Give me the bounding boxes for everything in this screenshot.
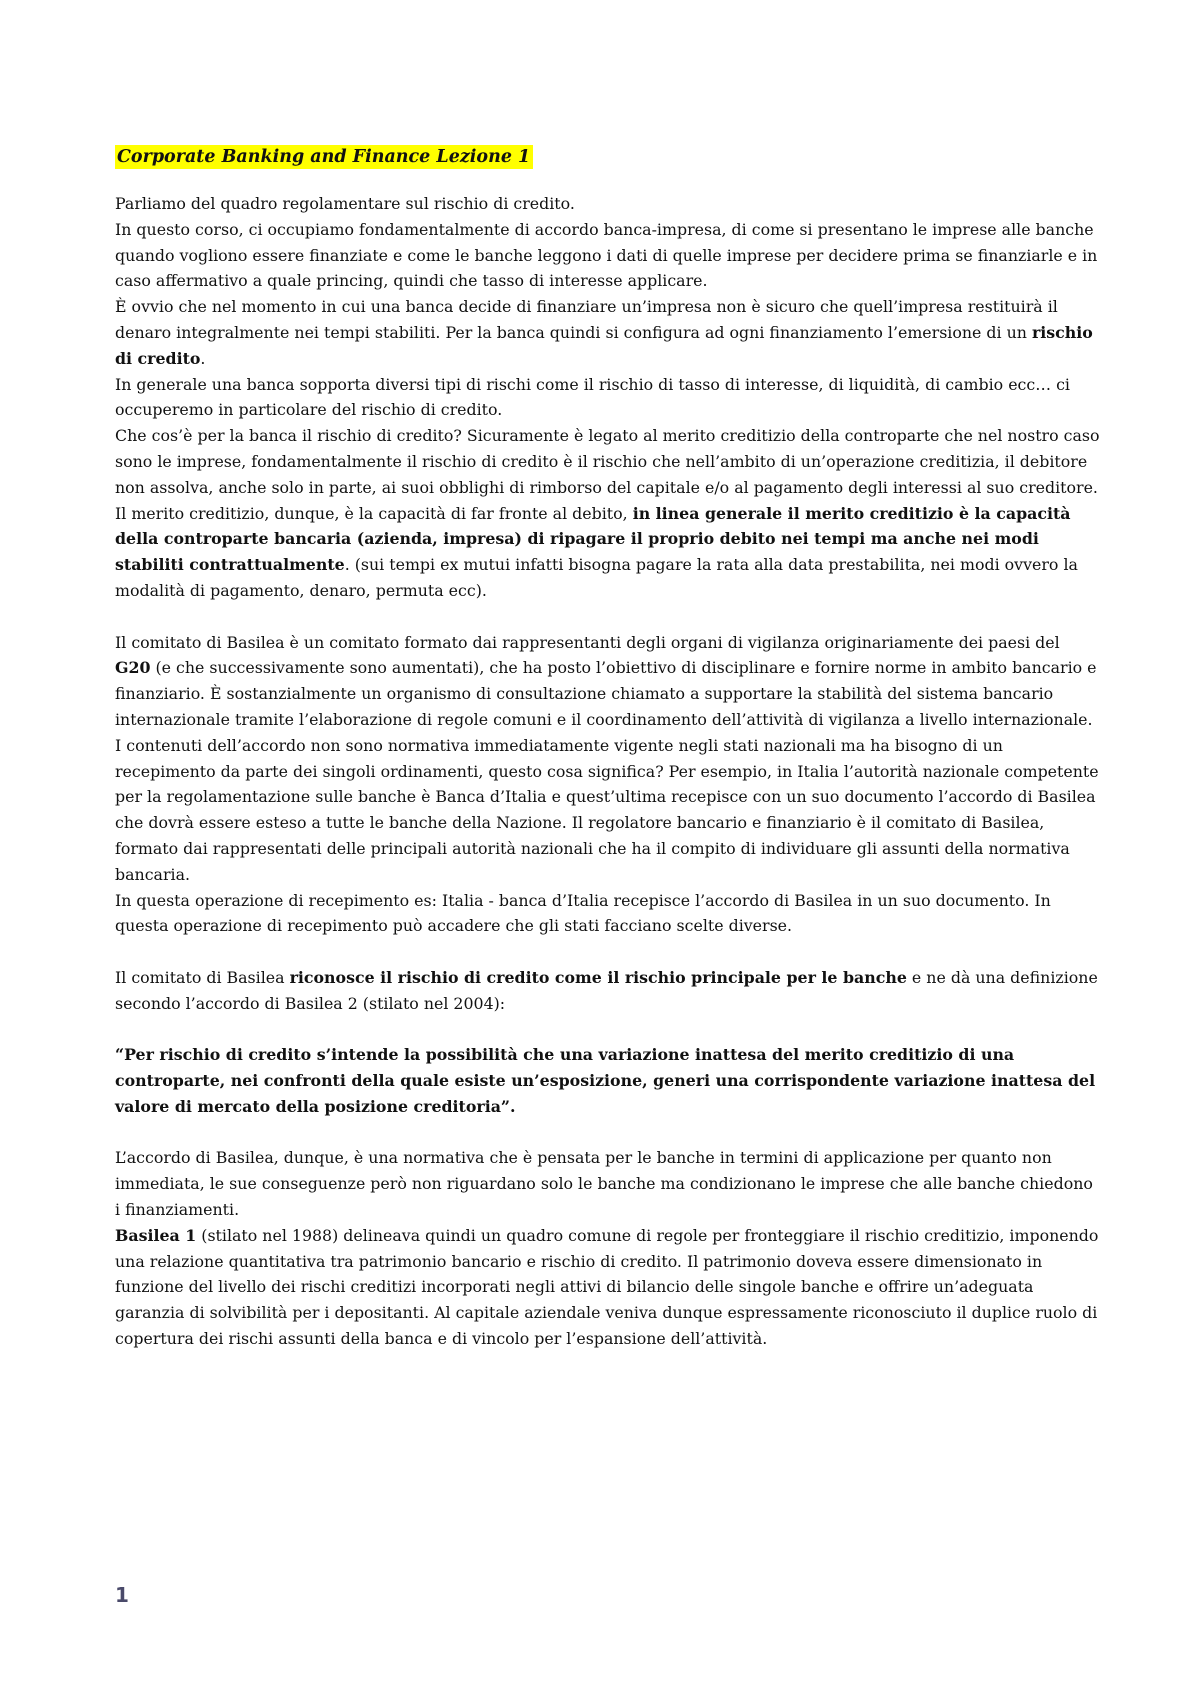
paragraph-spacer xyxy=(115,604,1100,630)
paragraph-course: In questo corso, ci occupiamo fondamentalmente di accordo banca-impresa, di come si presentano le imprese alle banche quando vogliono essere finanziate e come le banche leggono i dati di quelle imprese per decidere prima se finanziarle e in caso affermativo a quale princing, quindi che tasso di interesse applicare. xyxy=(115,219,1098,291)
page-number: 1 xyxy=(115,1583,129,1607)
bold-term-g20: G20 xyxy=(115,658,151,678)
paragraph-spacer xyxy=(115,1120,1100,1146)
text-run: . xyxy=(200,348,206,368)
document-page xyxy=(115,145,1100,1352)
paragraph-spacer xyxy=(115,1017,1100,1043)
paragraph-creditworthiness xyxy=(115,501,1100,604)
bold-creditworthiness-definition: in linea generale il merito creditizio è la capacità della controparte bancaria (azienda, impresa) di ripagare il proprio debito nei tempi ma anche nei modi stabiliti contrattualmente xyxy=(115,503,1071,575)
text-run: Il comitato di Basilea è un comitato formato dai rappresentanti degli organi di vigilanza originariamente dei paesi del xyxy=(115,632,1060,652)
paragraph-risk-emergence xyxy=(115,294,1100,371)
definition-quote: “Per rischio di credito s’intende la possibilità che una variazione inattesa del merito creditizio di una controparte, nei confronti della quale esiste un’esposizione, generi una corrispondente variazione inattesa del valore di mercato della posizione creditoria”. xyxy=(115,1045,1096,1116)
paragraph-transposition: In questa operazione di recepimento es: Italia - banca d’Italia recepisce l’accordo di Basilea in un suo documento. In questa operazione di recepimento può accadere che gli stati facciano scelte diverse. xyxy=(115,890,1051,936)
text-run: (stilato nel 1988) delineava quindi un quadro comune di regole per fronteggiare il rischio creditizio, imponendo una relazione quantitativa tra patrimonio bancario e rischio di credito. Il patrimonio doveva essere dimensionato in funzione del livello dei rischi creditizi incorporati negli attivi di bilancio delle singole banche e offrire un’adeguata garanzia di solvibilità per i depositanti. Al capitale aziendale veniva dunque espressamente riconosciuto il duplice ruolo di copertura dei rischi assunti della banca e di vincolo per l’espansione dell’attività. xyxy=(115,1225,1099,1349)
bold-term-credit-risk: rischio di credito xyxy=(115,322,1093,368)
text-run: . (sui tempi ex mutui infatti bisogna pagare la rata alla data prestabilita, nei modi ovvero la modalità di pagamento, denaro, permuta ecc). xyxy=(115,555,1078,600)
paragraph-intro: Parliamo del quadro regolamentare sul rischio di credito. xyxy=(115,194,575,213)
paragraph-risk-types: In generale una banca sopporta diversi tipi di rischi come il rischio di tasso di interesse, di liquidità, di cambio ecc… ci occuperemo in particolare del rischio di credito. xyxy=(115,374,1070,420)
paragraph-basel-accord: L’accordo di Basilea, dunque, è una normativa che è pensata per le banche in termini di applicazione per quanto non immediata, le sue conseguenze però non riguardano solo le banche ma condizionano le imprese che alle banche chiedono i finanziamenti. xyxy=(115,1148,1093,1220)
text-run: (e che successivamente sono aumentati), che ha posto l’obiettivo di disciplinare e fornire norme in ambito bancario e finanziario. È sostanzialmente un organismo di consultazione chiamato a supportare la stabilità del sistema bancario internazionale tramite l’elaborazione di regole comuni e il coordinamento dell’attività di vigilanza a livello internazionale. I contenuti dell’accordo non sono normativa immediatamente vigente negli stati nazionali ma ha bisogno di un recepimento da parte dei singoli ordinamenti, questo cosa significa? Per esempio, in Italia l’autorità nazionale competente per la regolamentazione sulle banche è Banca d’Italia e quest’ultima recepisce con un suo documento l’accordo di Basilea che dovrà essere esteso a tutte le banche della Nazione. Il regolatore bancario e finanziario è il comitato di Basilea, formato dai rappresentati delle principali autorità nazionali che ha il compito di individuare gli assunti della normativa bancaria. xyxy=(115,658,1099,884)
paragraph-spacer xyxy=(115,939,1100,965)
text-run: Il comitato di Basilea xyxy=(115,967,290,987)
text-run: È ovvio che nel momento in cui una banca decide di finanziare un’impresa non è sicuro che quell’impresa restituirà il denaro integralmente nei tempi stabiliti. Per la banca quindi si configura ad ogni finanziamento l’emersione di un xyxy=(115,297,1058,342)
paragraph-credit-risk-definition: Che cos’è per la banca il rischio di credito? Sicuramente è legato al merito creditizio della controparte che nel nostro caso sono le imprese, fondamentalmente il rischio di credito è il rischio che nell’ambito di un’operazione creditizia, il debitore non assolva, anche solo in parte, ai suoi obblighi di rimborso del capitale e/o al pagamento degli interessi al suo creditore. xyxy=(115,426,1100,497)
text-run: e ne dà una definizione secondo l’accordo di Basilea 2 (stilato nel 2004): xyxy=(115,967,1098,1013)
paragraph-basel-committee xyxy=(115,630,1100,888)
bold-term-basel1: Basilea 1 xyxy=(115,1225,197,1245)
paragraph-basel1 xyxy=(115,1223,1100,1352)
bold-main-risk: riconosce il rischio di credito come il rischio principale per le banche xyxy=(289,967,907,987)
document-title: Corporate Banking and Finance Lezione 1 xyxy=(115,145,533,169)
text-run: Il merito creditizio, dunque, è la capacità di far fronte al debito, xyxy=(115,503,633,523)
paragraph-basel2-definition xyxy=(115,965,1100,1017)
